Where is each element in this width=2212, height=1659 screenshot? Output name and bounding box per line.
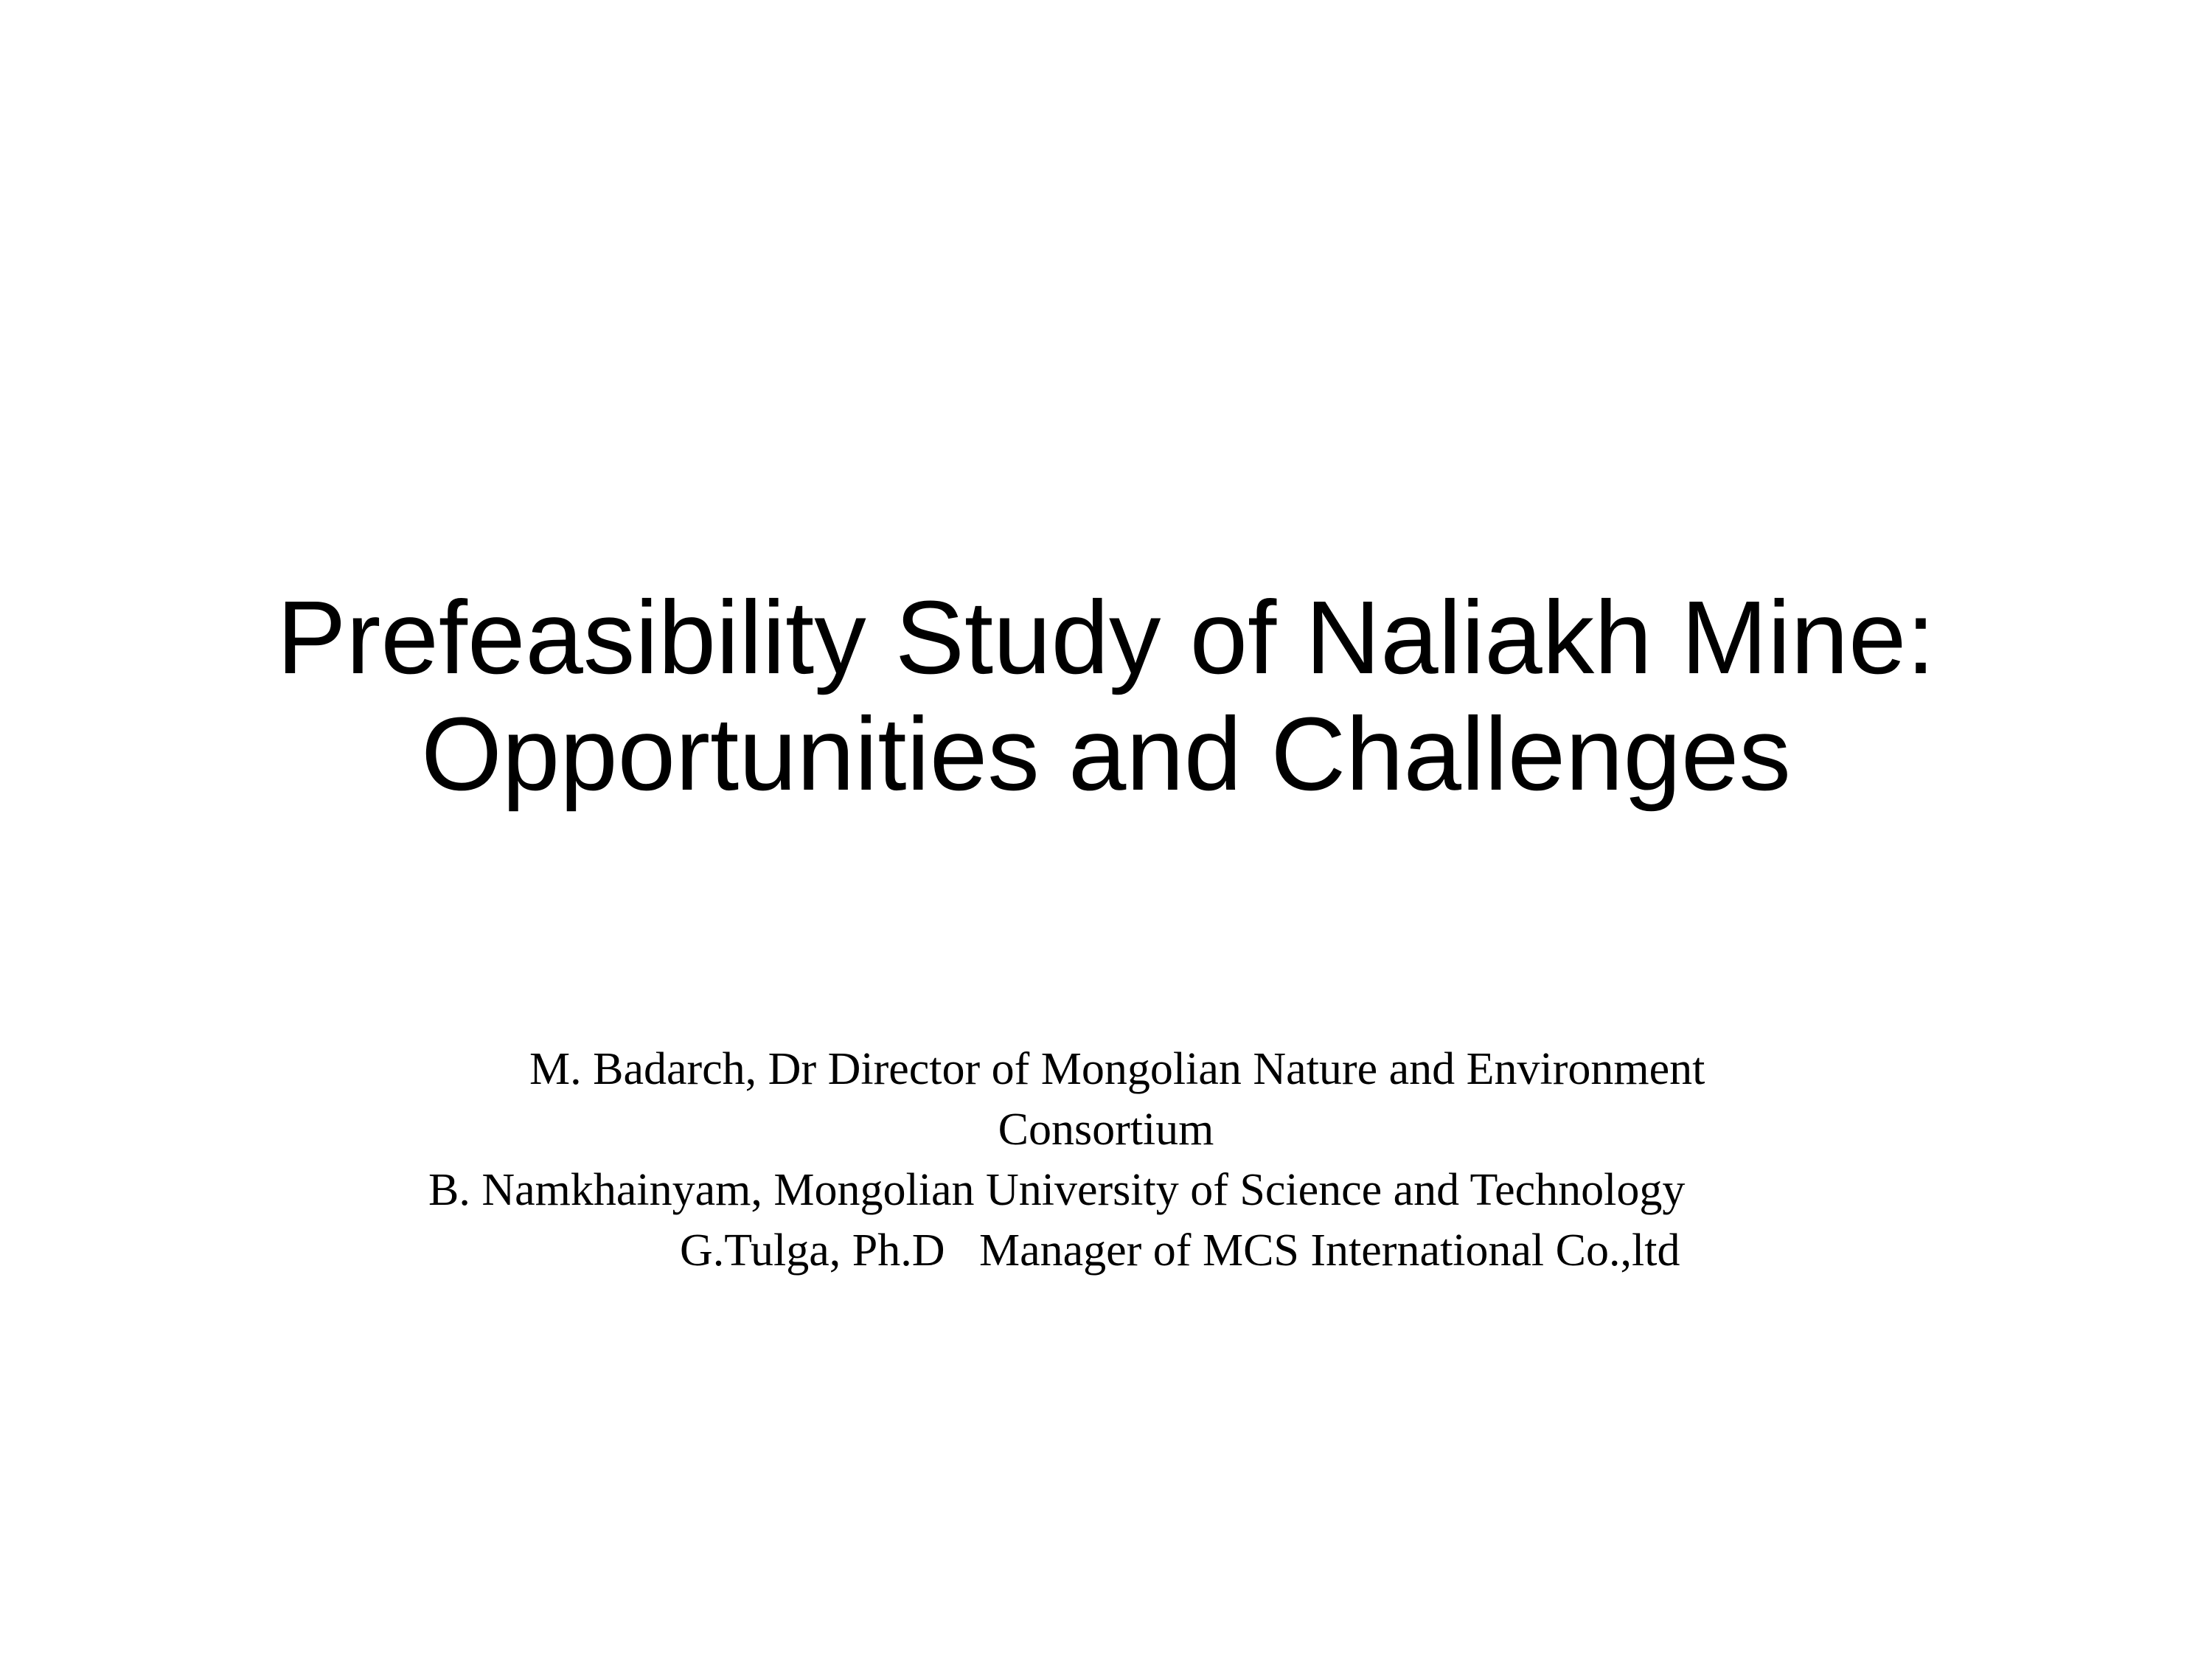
author-line-2: Consortium xyxy=(998,1105,1214,1155)
title-line-1: Prefeasibility Study of Naliakh Mine: xyxy=(276,579,1935,695)
author-line-4: G.Tulga, Ph.D Manager of MCS International Co.,ltd xyxy=(680,1225,1680,1276)
title-line-2: Opportunities and Challenges xyxy=(421,695,1791,812)
author-line-3: B. Namkhainyam, Mongolian University of Science and Technology xyxy=(428,1165,1686,1215)
author-line-1: M. Badarch, Dr Director of Mongolian Nature and Environment xyxy=(529,1044,1705,1094)
slide-title xyxy=(0,579,2212,812)
